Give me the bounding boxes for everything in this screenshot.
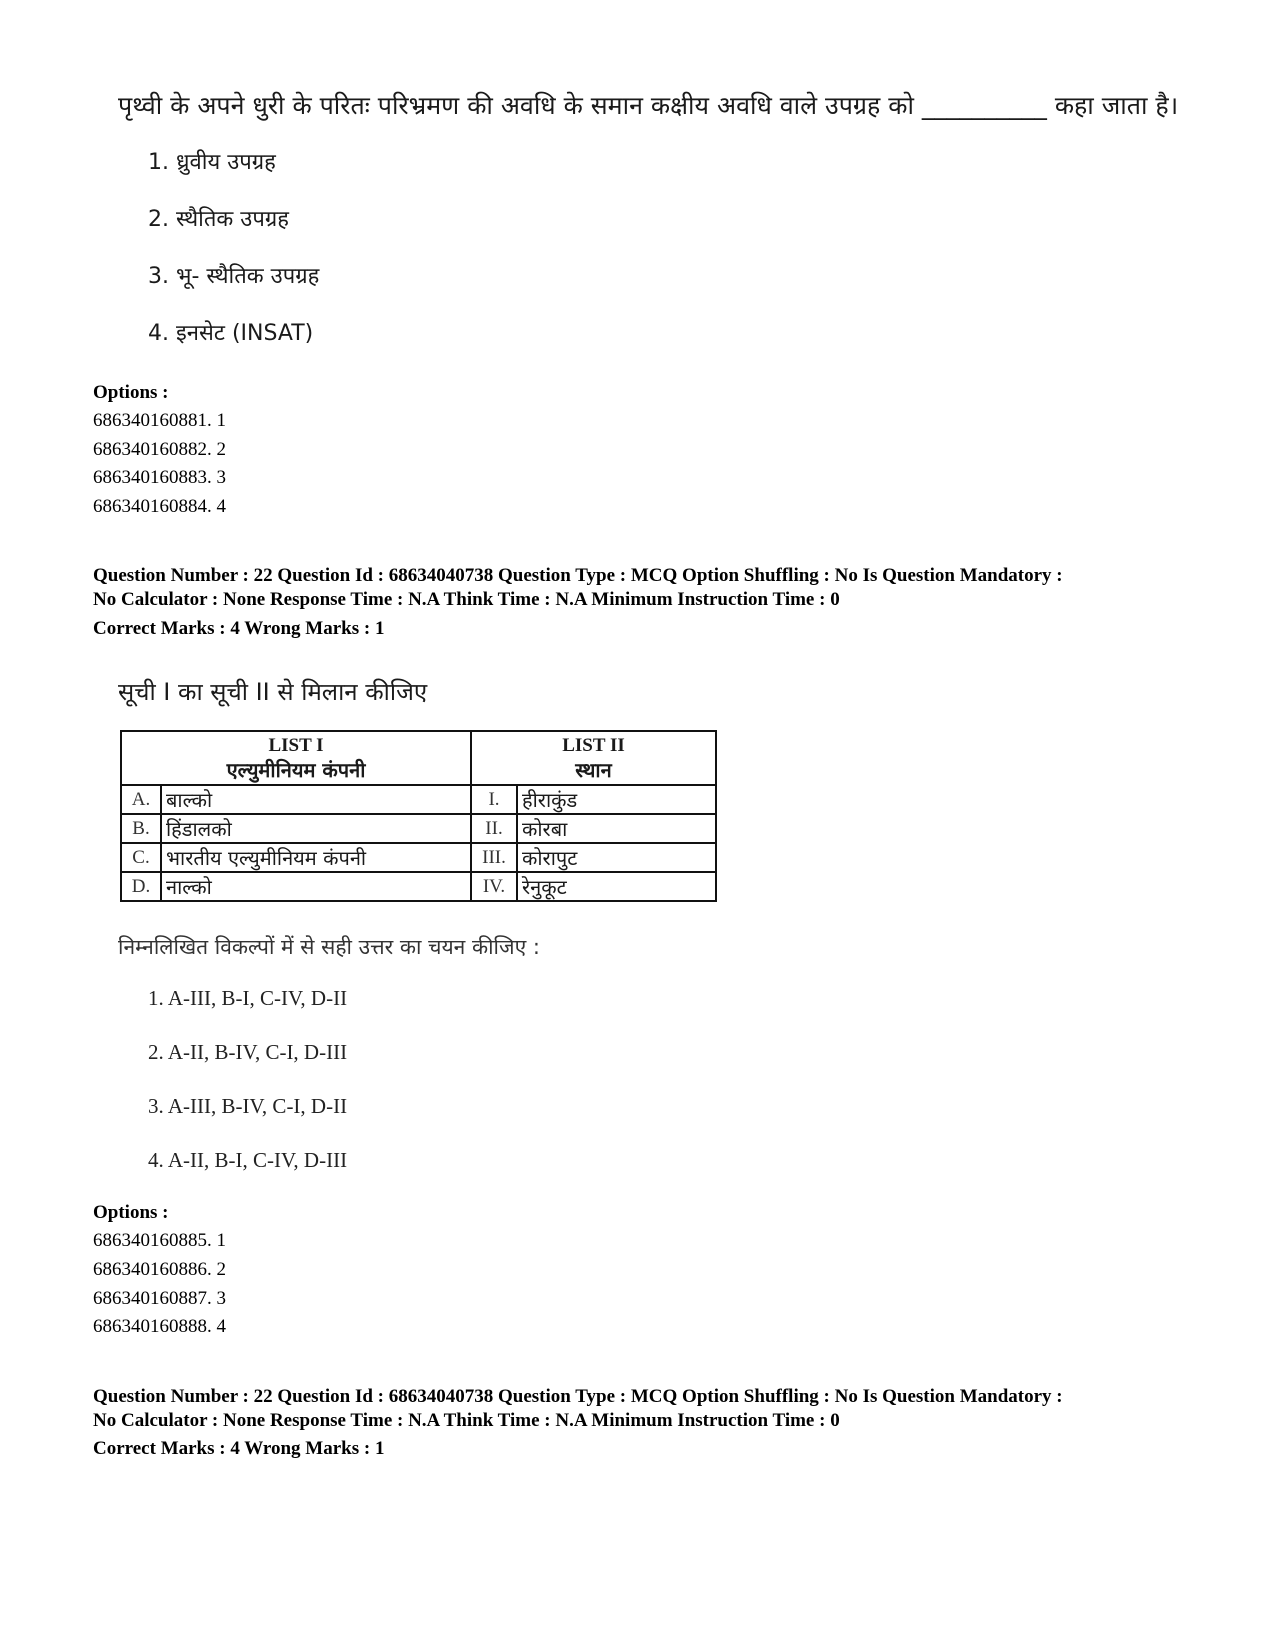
choice-3: 3. भू- स्थैतिक उपग्रह xyxy=(148,264,320,289)
choice-3: 3. A-III, B-IV, C-I, D-II xyxy=(148,1094,348,1118)
option-id-3: 686340160883. 3 xyxy=(93,467,226,488)
select-prompt: निम्नलिखित विकल्पों में से सही उत्तर का चयन कीजिए : xyxy=(118,935,540,959)
table-row xyxy=(121,814,716,843)
option-id-2: 686340160882. 2 xyxy=(93,439,226,460)
option-id-1: 686340160881. 1 xyxy=(93,410,226,431)
choice-4: 4. A-II, B-I, C-IV, D-III xyxy=(148,1148,348,1172)
list2-item: कोरबा xyxy=(517,814,716,843)
question-meta-line-1: Question Number : 22 Question Id : 68634040738 Question Type : MCQ Option Shuffling : No Is Question Mandatory : xyxy=(93,565,1063,586)
list1-index: C. xyxy=(121,843,161,872)
list2-index: III. xyxy=(471,843,517,872)
question-text: पृथ्वी के अपने धुरी के परितः परिभ्रमण की अवधि के समान कक्षीय अवधि वाले उपग्रह को __________ कहा जाता है। xyxy=(118,91,1179,120)
match-table xyxy=(120,730,717,902)
list2-item: कोरापुट xyxy=(517,843,716,872)
choice-4: 4. इनसेट (INSAT) xyxy=(148,321,314,346)
table-row xyxy=(121,843,716,872)
question-meta-line-1: Question Number : 22 Question Id : 68634040738 Question Type : MCQ Option Shuffling : No Is Question Mandatory : xyxy=(93,1386,1063,1407)
choice-2: 2. A-II, B-IV, C-I, D-III xyxy=(148,1040,348,1064)
table-row xyxy=(121,785,716,814)
list1-title: LIST I xyxy=(268,735,324,756)
match-instruction: सूची I का सूची II से मिलान कीजिए xyxy=(118,678,428,706)
list2-item: रेनुकूट xyxy=(517,872,716,901)
list1-index: B. xyxy=(121,814,161,843)
list1-item: बाल्को xyxy=(161,785,471,814)
choice-1: 1. ध्रुवीय उपग्रह xyxy=(148,150,276,175)
option-id-1: 686340160885. 1 xyxy=(93,1230,226,1251)
list1-header xyxy=(121,731,471,785)
option-id-4: 686340160884. 4 xyxy=(93,496,226,517)
question-marks: Correct Marks : 4 Wrong Marks : 1 xyxy=(93,618,385,639)
options-label: Options : xyxy=(93,382,169,403)
list2-subtitle: स्थान xyxy=(575,758,612,782)
list2-header xyxy=(471,731,716,785)
choice-2: 2. स्थैतिक उपग्रह xyxy=(148,207,289,232)
question-meta-line-2: No Calculator : None Response Time : N.A Think Time : N.A Minimum Instruction Time : 0 xyxy=(93,589,840,610)
list2-item: हीराकुंड xyxy=(517,785,716,814)
list2-index: II. xyxy=(471,814,517,843)
options-label: Options : xyxy=(93,1202,169,1223)
list1-subtitle: एल्युमीनियम कंपनी xyxy=(226,758,366,782)
question-meta-line-2: No Calculator : None Response Time : N.A Think Time : N.A Minimum Instruction Time : 0 xyxy=(93,1410,840,1431)
table-row xyxy=(121,872,716,901)
option-id-3: 686340160887. 3 xyxy=(93,1288,226,1309)
list2-index: IV. xyxy=(471,872,517,901)
list1-item: हिंडालको xyxy=(161,814,471,843)
option-id-4: 686340160888. 4 xyxy=(93,1316,226,1337)
list1-index: D. xyxy=(121,872,161,901)
list2-index: I. xyxy=(471,785,517,814)
question-marks: Correct Marks : 4 Wrong Marks : 1 xyxy=(93,1438,385,1459)
list1-item: नाल्को xyxy=(161,872,471,901)
list1-index: A. xyxy=(121,785,161,814)
option-id-2: 686340160886. 2 xyxy=(93,1259,226,1280)
list2-title: LIST II xyxy=(562,735,625,756)
choice-1: 1. A-III, B-I, C-IV, D-II xyxy=(148,986,348,1010)
list1-item: भारतीय एल्युमीनियम कंपनी xyxy=(161,843,471,872)
